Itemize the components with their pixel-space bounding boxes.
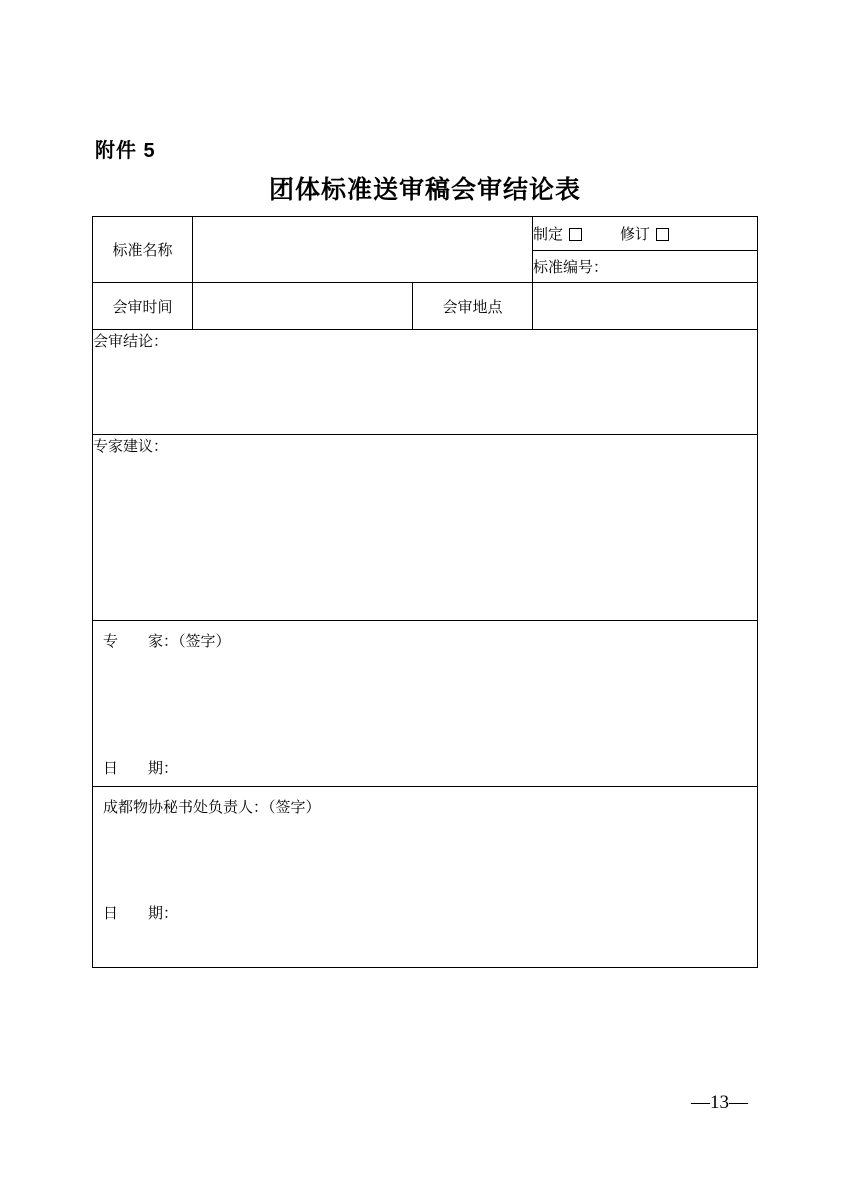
table-row (93, 435, 758, 621)
review-place-label: 会审地点 (413, 283, 533, 330)
conclusion-label: 会审结论： (93, 334, 169, 350)
standard-name-input[interactable] (193, 217, 533, 283)
standard-type-cell[interactable] (533, 217, 758, 251)
review-conclusion-form (92, 216, 758, 968)
secretary-signature-label: 成都物协秘书处负责人：（签字） (103, 800, 321, 816)
checkbox-make-icon[interactable] (569, 228, 582, 241)
suggestion-label: 专家建议： (93, 439, 169, 455)
type-revise-label: 修订 (620, 227, 651, 243)
review-place-input[interactable] (533, 283, 758, 330)
type-make-label: 制定 (533, 227, 564, 243)
table-row (93, 621, 758, 787)
review-time-label: 会审时间 (93, 283, 193, 330)
secretary-signature-cell[interactable] (93, 787, 758, 968)
table-row (93, 330, 758, 435)
standard-code-label: 标准编号： (533, 260, 609, 276)
expert-signature-cell[interactable] (93, 621, 758, 787)
checkbox-revise-icon[interactable] (656, 228, 669, 241)
table-row (93, 283, 758, 330)
standard-code-cell[interactable] (533, 251, 758, 283)
suggestion-cell[interactable] (93, 435, 758, 621)
conclusion-cell[interactable] (93, 330, 758, 435)
expert-date-label: 日 期： (103, 761, 179, 777)
table-row (93, 787, 758, 968)
expert-signature-label: 专 家：（签字） (103, 634, 231, 650)
page-number: —13— (691, 1092, 748, 1113)
attachment-label: 附件 5 (95, 140, 156, 162)
review-time-input[interactable] (193, 283, 413, 330)
standard-name-label: 标准名称 (93, 217, 193, 283)
table-row (93, 217, 758, 251)
page-title: 团体标准送审稿会审结论表 (268, 177, 581, 204)
secretary-date-label: 日 期： (103, 906, 179, 922)
